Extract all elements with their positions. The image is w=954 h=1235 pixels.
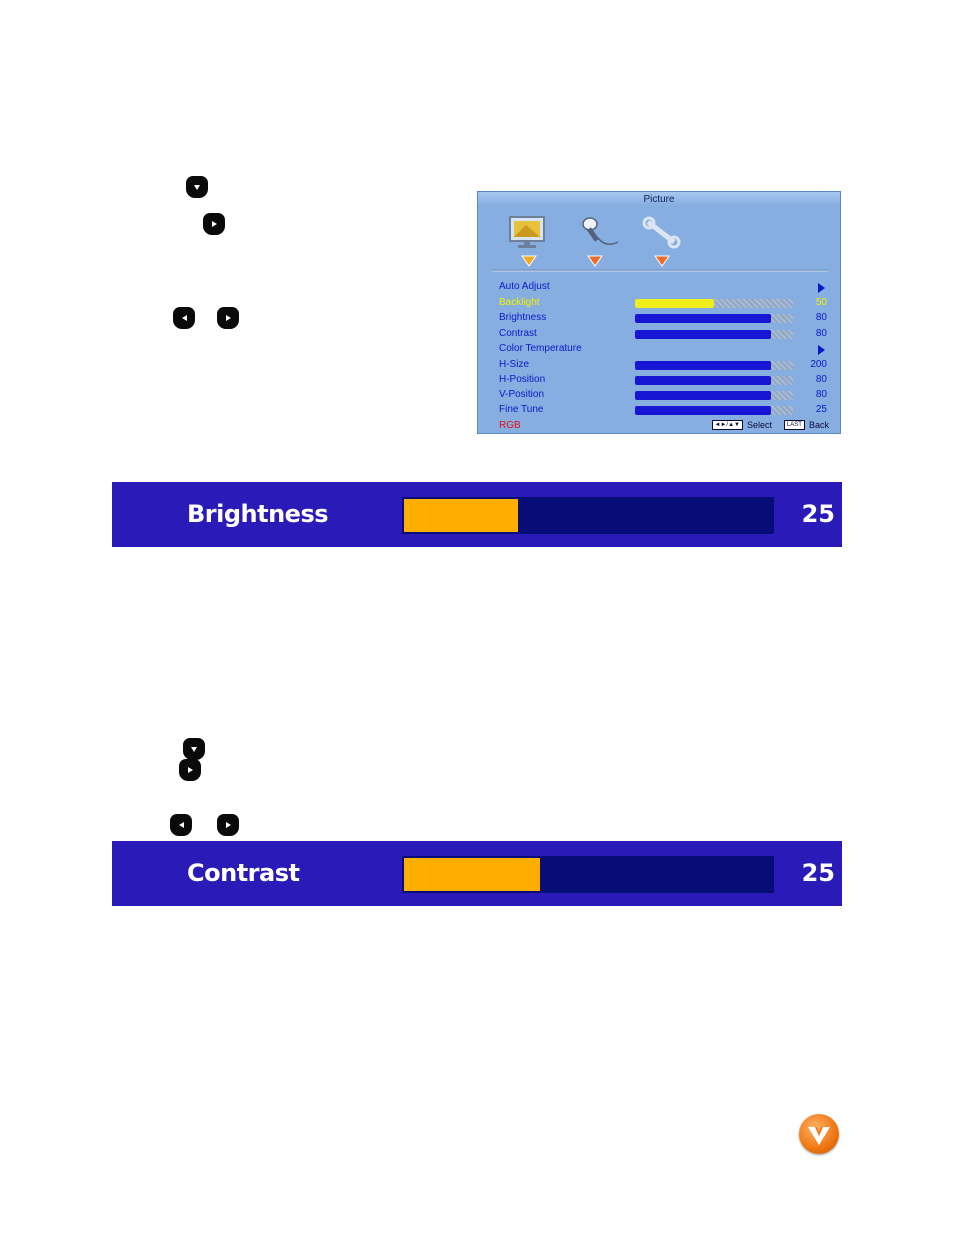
osd-slider-fill [635,361,771,370]
select-hint: Select [746,420,772,430]
osd-item-label: H-Size [499,359,530,370]
right-arrow-key-icon [217,307,239,329]
picture-tab-indicator-icon [521,255,537,267]
banner-label: Brightness [187,500,329,528]
right-arrow-key-icon [217,814,239,836]
osd-item-value: 50 [815,297,827,308]
osd-slider[interactable] [635,361,793,370]
osd-item-h-size[interactable] [499,359,829,373]
osd-item-h-position[interactable] [499,374,829,388]
contrast-adjust-banner [112,841,842,906]
osd-item-value: 25 [815,404,827,415]
left-arrow-key-icon [173,307,195,329]
osd-slider-fill [635,330,771,339]
osd-item-color-temperature[interactable] [499,343,829,357]
osd-item-label: Backlight [499,297,540,308]
osd-divider [492,269,828,272]
osd-item-contrast[interactable] [499,328,829,342]
left-arrow-key-icon [170,814,192,836]
down-arrow-key-icon [183,738,205,760]
osd-slider-fill [635,406,771,415]
picture-menu-osd [477,191,841,434]
submenu-arrow-icon [818,283,825,293]
osd-slider[interactable] [635,314,793,323]
osd-slider[interactable] [635,376,793,385]
osd-item-label: H-Position [499,374,546,385]
setup-tab-icon[interactable] [642,216,682,250]
picture-tab-icon[interactable] [506,214,550,250]
banner-slider-fill [404,858,540,891]
osd-item-label: V-Position [499,389,545,400]
osd-key-hints [712,420,829,430]
banner-label: Contrast [187,859,300,887]
vizio-logo-icon [799,1114,839,1154]
back-hint: Back [808,420,829,430]
banner-slider-fill [404,499,518,532]
osd-slider-fill [635,391,771,400]
banner-value: 25 [801,859,835,887]
osd-footer [499,420,829,432]
osd-item-value: 80 [815,374,827,385]
osd-item-value: 80 [815,389,827,400]
osd-slider[interactable] [635,406,793,415]
osd-item-label: Color Temperature [499,343,582,354]
osd-slider-fill [635,314,771,323]
banner-slider[interactable] [402,497,774,534]
osd-item-v-position[interactable] [499,389,829,403]
osd-item-value: 80 [815,328,827,339]
down-arrow-key-icon [186,176,208,198]
osd-item-auto-adjust[interactable] [499,281,829,295]
right-arrow-key-icon [179,759,201,781]
right-arrow-key-icon [203,213,225,235]
osd-item-label: Brightness [499,312,547,323]
select-keycap: ◄►/▲▼ [712,420,743,430]
submenu-arrow-icon [818,345,825,355]
osd-slider[interactable] [635,391,793,400]
osd-slider-fill [635,299,714,308]
osd-title: Picture [643,194,675,205]
osd-item-value: 80 [815,312,827,323]
osd-item-label: Fine Tune [499,404,544,415]
last-keycap: LAST [784,420,805,430]
audio-tab-icon[interactable] [580,216,620,250]
osd-item-value: 200 [810,359,827,370]
osd-slider[interactable] [635,330,793,339]
banner-value: 25 [801,500,835,528]
osd-item-backlight[interactable] [499,297,829,311]
osd-item-label: Contrast [499,328,537,339]
osd-item-label: Auto Adjust [499,281,550,292]
input-source-label: RGB [499,420,521,431]
osd-slider[interactable] [635,299,793,308]
setup-tab-indicator-icon [654,255,670,267]
audio-tab-indicator-icon [587,255,603,267]
brightness-adjust-banner [112,482,842,547]
osd-slider-fill [635,376,771,385]
osd-item-brightness[interactable] [499,312,829,326]
vizio-v-icon [799,1114,839,1154]
osd-item-fine-tune[interactable] [499,404,829,418]
banner-slider[interactable] [402,856,774,893]
